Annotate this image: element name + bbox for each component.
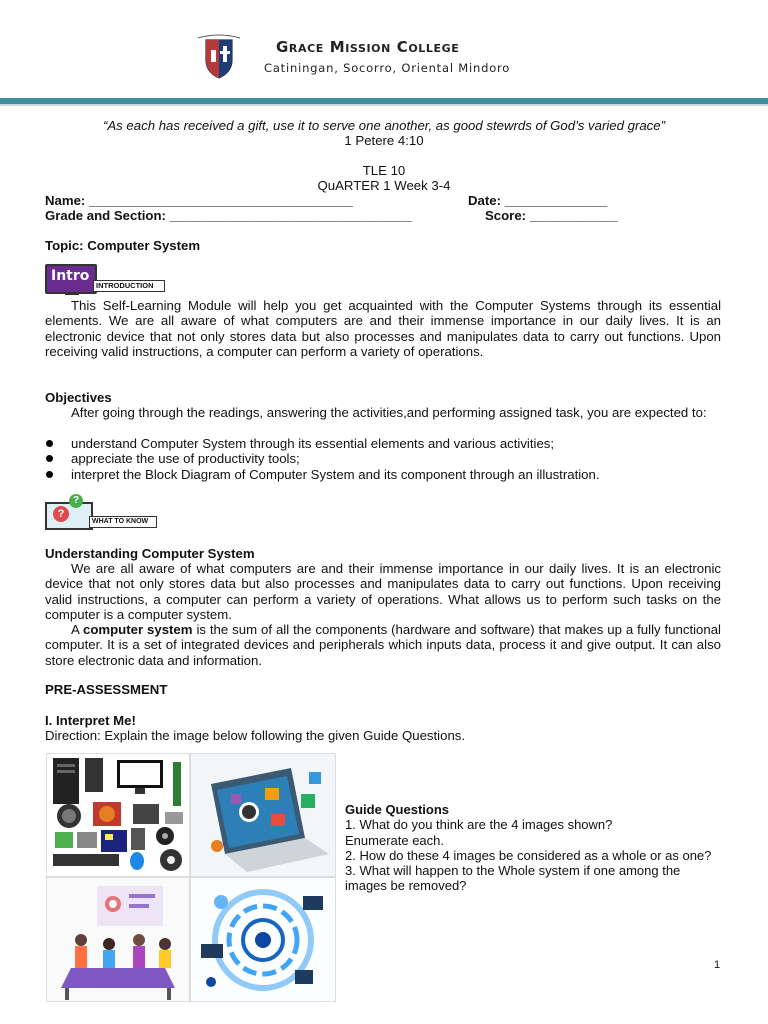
quarter-title: QuARTER 1 Week 3-4 xyxy=(317,178,451,193)
hardware-components-image xyxy=(46,753,190,877)
name-field: Name: ____________________________________ xyxy=(45,193,354,208)
objectives-lead-text: After going through the readings, answering the activities,and performing assigned task, you are expected to: xyxy=(71,405,707,420)
people-teamwork-image xyxy=(46,877,190,1002)
grade-section-field: Grade and Section: _________________________________ xyxy=(45,208,412,223)
list-item: interpret the Block Diagram of Computer System and its component through an illustration. xyxy=(45,467,725,482)
college-logo xyxy=(196,32,242,80)
question-monitor-icon xyxy=(45,495,93,530)
topic-heading: Topic: Computer System xyxy=(45,238,201,253)
understanding-heading: Understanding Computer System xyxy=(45,546,255,561)
guide-heading: Guide Questions xyxy=(345,802,450,817)
guide-question: 2. How do these 4 images be considered as a whole or as one? xyxy=(345,847,712,863)
objectives-heading: Objectives xyxy=(45,390,112,405)
pre-assessment-heading: PRE-ASSESSMENT xyxy=(45,682,168,697)
definition-lead: A xyxy=(71,622,80,637)
laptop-software-image xyxy=(190,753,336,877)
guide-questions xyxy=(345,802,725,894)
date-field: Date: ______________ xyxy=(468,193,608,208)
school-location: Catiningan, Socorro, Oriental Mindoro xyxy=(264,61,511,75)
definition-term: computer system xyxy=(83,622,193,637)
computer-system-definition xyxy=(45,622,721,668)
question-bubble-icon: ? xyxy=(69,494,83,508)
introduction-label: INTRODUCTION xyxy=(93,280,165,292)
header-divider-shadow xyxy=(0,104,768,106)
list-item: appreciate the use of productivity tools; xyxy=(45,451,725,466)
intro-paragraph xyxy=(45,298,721,359)
what-to-know-badge xyxy=(45,494,157,532)
page-number: 1 xyxy=(714,959,721,971)
definition-text: is the sum of all the components (hardware and software) that makes up a fully functional computer. It is a set of integrated devices and peripherals which inputs data, process it and give output. It can also store electronic data and information. xyxy=(45,622,721,668)
bible-quote: “As each has received a gift, use it to serve one another, as good stewrds of God’s varied grace” xyxy=(102,118,665,133)
guide-question: 1. What do you think are the 4 images shown? Enumerate each. xyxy=(345,817,613,848)
understanding-text: We are all aware of what computers are and their immense importance in our daily lives. It is an electronic device that not only stores data but also processes and manipulates data to carry out functions. Upon receiving valid instructions, a computer can perform a variety of operations. What allows us to perform such tasks on the computer is a computer system. xyxy=(45,561,721,622)
guide-question: 3. What will happen to the Whole system if one among the images be removed? xyxy=(345,863,681,894)
quote-reference: 1 Petere 4:10 xyxy=(344,133,424,148)
monitor-icon xyxy=(45,264,97,294)
direction-text: Direction: Explain the image below following the given Guide Questions. xyxy=(45,728,466,743)
objectives-list xyxy=(45,436,725,482)
score-field: Score: ____________ xyxy=(485,208,618,223)
intro-icon-text: Intro xyxy=(51,268,90,284)
network-diagram-image xyxy=(190,877,336,1002)
understanding-paragraph xyxy=(45,561,721,622)
subject-title: TLE 10 xyxy=(362,163,406,178)
list-item: understand Computer System through its essential elements and various activities; xyxy=(45,436,725,451)
intro-paragraph-text: This Self-Learning Module will help you get acquainted with the Computer Systems through its essential elements. We are all aware of what computers are and their immense importance in our daily lives. It is an electronic device that not only stores data but also processes and manipulates data to carry out functions. Upon receiving valid instructions, a computer can perform a variety of operations. xyxy=(45,298,721,359)
introduction-badge xyxy=(45,264,165,298)
monitor-stand xyxy=(65,292,79,295)
objectives-lead xyxy=(45,405,721,420)
interpret-me-heading: I. Interpret Me! xyxy=(45,713,136,728)
school-name: Grace Mission College xyxy=(276,38,460,56)
question-bubble-icon: ? xyxy=(53,506,69,522)
what-to-know-label: WHAT TO KNOW xyxy=(89,516,157,528)
